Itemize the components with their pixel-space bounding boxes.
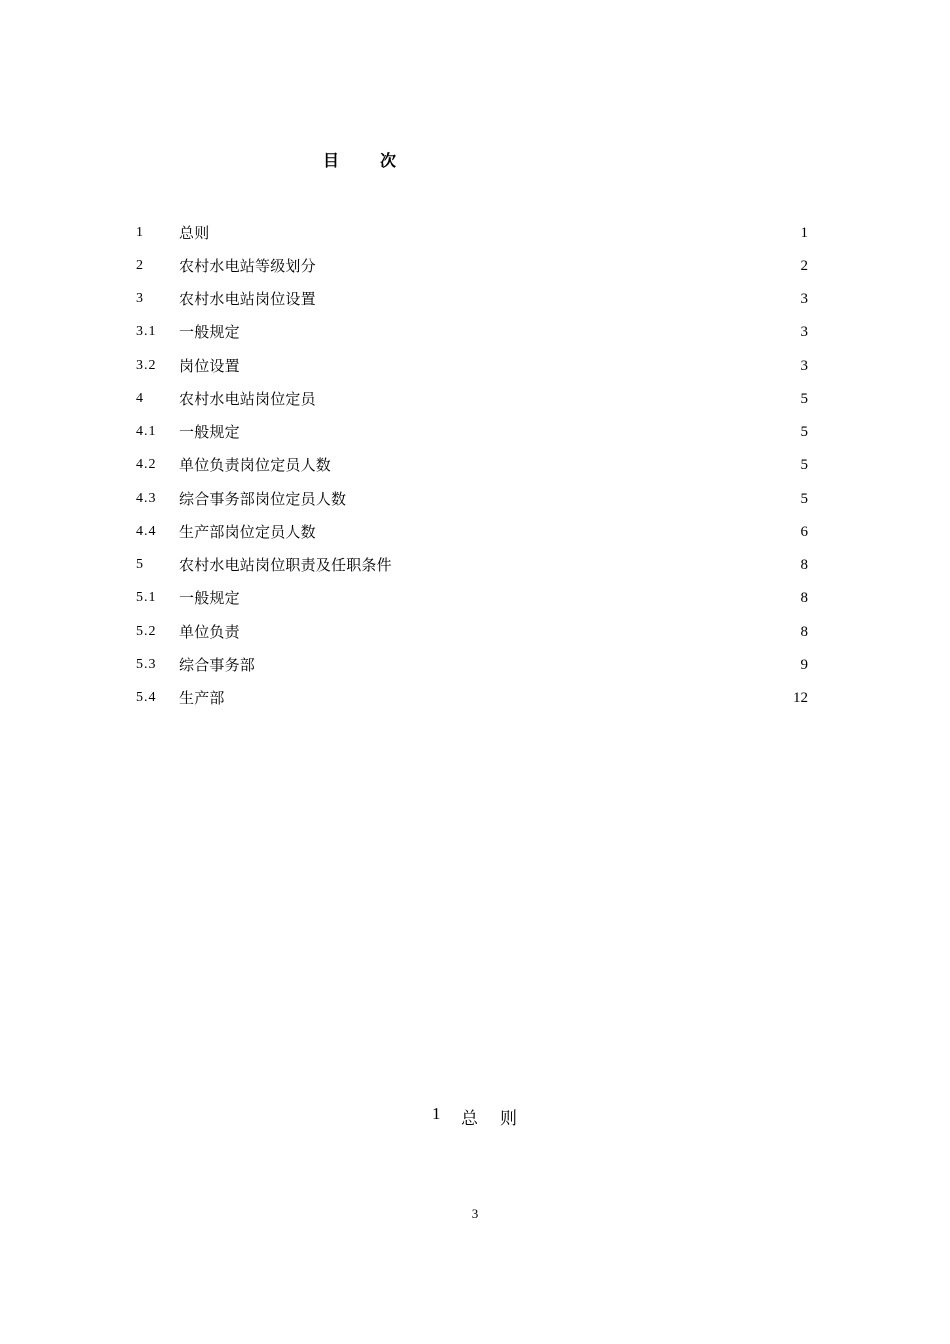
toc-entry[interactable] <box>136 349 808 382</box>
toc-entry-number: 2 <box>136 257 144 273</box>
toc-entry[interactable] <box>136 416 808 449</box>
toc-entry-title: 单位负责岗位定员人数 <box>179 456 332 475</box>
toc-entry-number: 4.2 <box>136 457 157 473</box>
page-number: 3 <box>471 1206 479 1221</box>
toc-entry-number: 3.2 <box>136 357 157 373</box>
toc-entry-number: 5.2 <box>136 623 157 639</box>
toc-entry-page: 12 <box>793 690 808 707</box>
toc-entry[interactable] <box>136 582 808 615</box>
toc-entry-page: 3 <box>800 357 808 374</box>
toc-entry-title: 综合事务部 <box>179 655 256 674</box>
toc-leader-dots <box>317 289 778 309</box>
toc-entry-title: 生产部岗位定员人数 <box>179 522 316 541</box>
toc-entry-number: 4 <box>136 390 144 406</box>
toc-entry-title: 农村水电站岗位设置 <box>179 290 316 309</box>
toc-entry-number: 4.3 <box>136 490 157 506</box>
toc-leader-dots <box>241 422 778 442</box>
toc-leader-dots <box>256 655 778 675</box>
toc-title <box>320 148 420 174</box>
toc-entry-number: 5.4 <box>136 690 157 706</box>
section-title-char-1: 总 <box>461 1109 478 1129</box>
toc-leader-dots <box>393 555 778 575</box>
toc-entry-page: 8 <box>800 623 808 640</box>
toc-leader-dots <box>241 622 778 642</box>
toc-entry-page: 1 <box>800 224 808 241</box>
toc-leader-dots <box>317 522 778 542</box>
toc-entry[interactable] <box>136 648 808 681</box>
toc-title-char-1: 目 <box>323 151 340 170</box>
toc-entry[interactable] <box>136 615 808 648</box>
toc-entry-title: 一般规定 <box>179 589 240 608</box>
toc-entry-page: 5 <box>800 490 808 507</box>
toc-entry-page: 3 <box>800 291 808 308</box>
section-heading <box>430 1104 550 1130</box>
toc-entry-title: 农村水电站岗位定员 <box>179 389 316 408</box>
toc-leader-dots <box>241 356 778 376</box>
toc-title-char-2: 次 <box>380 151 397 170</box>
toc-entry-title: 一般规定 <box>179 323 240 342</box>
toc-list <box>136 216 808 715</box>
toc-entry-title: 农村水电站等级划分 <box>179 256 316 275</box>
toc-entry[interactable] <box>136 515 808 548</box>
toc-entry[interactable] <box>136 216 808 249</box>
toc-entry-page: 3 <box>800 324 808 341</box>
section-number: 1 <box>432 1104 441 1123</box>
toc-entry-number: 3.1 <box>136 324 157 340</box>
toc-entry[interactable] <box>136 549 808 582</box>
toc-entry-title: 农村水电站岗位职责及任职条件 <box>179 556 392 575</box>
toc-entry[interactable] <box>136 482 808 515</box>
toc-entry-title: 生产部 <box>179 689 225 708</box>
toc-leader-dots <box>347 489 778 509</box>
toc-entry-number: 4.1 <box>136 424 157 440</box>
toc-leader-dots <box>210 223 778 243</box>
toc-entry-page: 5 <box>800 390 808 407</box>
toc-entry-title: 综合事务部岗位定员人数 <box>179 489 347 508</box>
toc-entry[interactable] <box>136 249 808 282</box>
toc-entry-title: 一般规定 <box>179 423 240 442</box>
toc-entry[interactable] <box>136 449 808 482</box>
toc-entry-number: 5.1 <box>136 590 157 606</box>
toc-entry-number: 3 <box>136 291 144 307</box>
toc-entry-page: 8 <box>800 557 808 574</box>
toc-entry-page: 2 <box>800 257 808 274</box>
toc-entry-number: 5 <box>136 557 144 573</box>
toc-leader-dots <box>317 389 778 409</box>
toc-entry-page: 8 <box>800 590 808 607</box>
toc-leader-dots <box>332 455 778 475</box>
toc-entry-number: 5.3 <box>136 656 157 672</box>
toc-entry-page: 5 <box>800 424 808 441</box>
toc-leader-dots <box>226 688 778 708</box>
toc-entry[interactable] <box>136 682 808 715</box>
toc-entry-page: 9 <box>800 656 808 673</box>
toc-leader-dots <box>241 322 778 342</box>
toc-leader-dots <box>241 588 778 608</box>
section-title-char-2: 则 <box>500 1109 517 1129</box>
toc-entry-page: 5 <box>800 457 808 474</box>
toc-entry[interactable] <box>136 316 808 349</box>
toc-entry[interactable] <box>136 382 808 415</box>
toc-entry-number: 4.4 <box>136 523 157 539</box>
toc-entry-title: 总则 <box>179 223 210 242</box>
toc-leader-dots <box>317 256 778 276</box>
toc-entry-title: 单位负责 <box>179 622 240 641</box>
toc-entry-title: 岗位设置 <box>179 356 240 375</box>
toc-entry-number: 1 <box>136 224 144 240</box>
toc-entry-page: 6 <box>800 523 808 540</box>
toc-entry[interactable] <box>136 283 808 316</box>
